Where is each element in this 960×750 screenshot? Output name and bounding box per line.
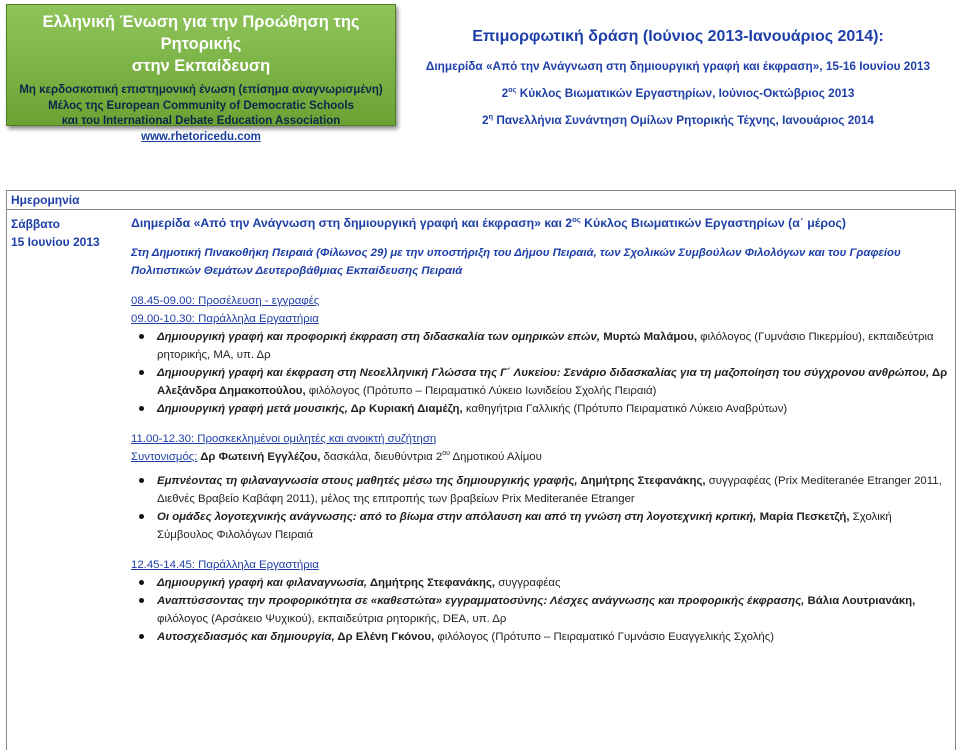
session-workshops-2: 12.45-14.45: Παράλληλα Εργαστήρια <box>131 559 319 571</box>
event-title: Διημερίδα «Από την Ανάγνωση στη δημιουργική γραφή και έκφραση» και $2^{o\varsigma}$ Κύκλος Βιωματικών Εργαστηρίων (α΄ μέρος) <box>131 214 846 230</box>
website-link[interactable]: www.rhetoricedu.com <box>141 130 261 143</box>
date-cell: Σάββατο 15 Ιουνίου 2013 <box>11 217 100 249</box>
list-item: Αναπτύσσοντας την προφορικότητα σε «καθεστώτα» εγγραμματοσύνης: Λέσχες ανάγνωσης και προφορικής έκφρασης, Βάλια Λουτριανάκη, φιλόλογος (Αρσάκειο Ψυχικού), εκπαιδεύτρια ρητορικής, DEA, υπ. Δρ <box>157 592 951 628</box>
program-header <box>400 28 956 127</box>
venue-text: Στη Δημοτική Πινακοθήκη Πειραιά (Φίλωνος 29) με την υποστήριξη του Δήμου Πειραιά, των Σχολικών Συμβούλων Φιλολόγων και του Γραφείου Πολιτιστικών Θεμάτων Δευτεροβάθμιας Εκπαίδευσης Πειραιά <box>131 247 901 277</box>
session-workshops-1: 09.00-10.30: Παράλληλα Εργαστήρια <box>131 313 319 325</box>
list-item: Δημιουργική γραφή και προφορική έκφραση στη διδασκαλία των ομηρικών επών, Μυρτώ Μαλάμου, φιλόλογος (Γυμνάσιο Πικερμίου), εκπαιδεύτρια ρητορικής, MA, υπ. Δρ <box>157 328 951 364</box>
organization-title: Ελληνική Ένωση για την Προώθηση της Ρητορικής στην Εκπαίδευση <box>42 13 360 75</box>
session-arrival: 08.45-09.00: Προσέλευση - εγγραφές <box>131 295 320 307</box>
program-cell <box>131 211 951 646</box>
list-item: Οι ομάδες λογοτεχνικής ανάγνωσης: από το βίωμα στην απόλαυση και από τη γνώση στη λογοτεχνική κριτική, Μαρία Πεσκετζή, Σχολική Σύμβουλος Φιλολόγων Πειραιά <box>157 508 951 544</box>
session-speakers: 11.00-12.30: Προσκεκλημένοι ομιλητές και ανοικτή συζήτηση <box>131 433 437 445</box>
list-item: Αυτοσχεδιασμός και δημιουργία, Δρ Ελένη Γκόνου, φιλόλογος (Πρότυπο – Πειραματικό Γυμνάσιο Ευαγγελικής Σχολής) <box>157 628 951 646</box>
header-line-1: Διημερίδα «Από την Ανάγνωση στη δημιουργική γραφή και έκφραση», 15-16 Ιουνίου 2013 <box>425 59 931 73</box>
coordination-line: Συντονισμός: Δρ Φωτεινή Εγγλέζου, δασκάλα, διευθύντρια $2^{o\upsilon}$ Δημοτικού Αλίμου <box>131 450 542 463</box>
list-item: Δημιουργική γραφή και φιλαναγνωσία, Δημήτρης Στεφανάκης, συγγραφέας <box>157 574 951 592</box>
program-table <box>6 190 956 750</box>
talk-list <box>131 472 951 544</box>
program-title: Επιμορφωτική δράση (Ιούνιος 2013-Ιανουάριος 2014): <box>472 28 884 45</box>
list-item: Εμπνέοντας τη φιλαναγνωσία στους μαθητές μέσω της δημιουργικής γραφής, Δημήτρης Στεφανάκης, συγγραφέας (Prix Mediteranée Etranger 2011, Διεθνές Βραβείο Καβάφη 2011), μέλος της επιτροπής των βραβείων Prix Mediteranée Etranger <box>157 472 951 508</box>
organization-box <box>6 4 396 143</box>
list-item: Δημιουργική γραφή και έκφραση στη Νεοελληνική Γλώσσα της Γ΄ Λυκείου: Σενάριο διδασκαλίας για τη μαζοποίηση του σύγχρονου ανθρώπου, Δρ Αλεξάνδρα Δημακοπούλου, φιλόλογος (Πρότυπο – Πειραματικό Λύκειο Ιωνιδείου Σχολής Πειραιά) <box>157 364 951 400</box>
table-header-row <box>7 191 955 210</box>
list-item: Δημιουργική γραφή μετά μουσικής, Δρ Κυριακή Διαμέζη, καθηγήτρια Γαλλικής (Πρότυπο Πειραματικό Λύκειο Αναβρύτων) <box>157 400 951 418</box>
date-column-header: Ημερομηνία <box>11 193 80 207</box>
header-line-2: $2^{o\varsigma}$ Κύκλος Βιωματικών Εργαστηρίων, Ιούνιος-Οκτώβριος 2013 <box>501 85 855 100</box>
organization-subtitle: Μη κερδοσκοπική επιστημονική ένωση (επίσημα αναγνωρισμένη) Μέλος της European Community of Democratic Schools και του International Debate Education Association www.rhetoricedu.com <box>19 84 383 143</box>
header-line-3: $2^\eta$ Πανελλήνια Συνάντηση Ομίλων Ρητορικής Τέχνης, Ιανουάριος 2014 <box>482 112 874 127</box>
workshop-list-1 <box>131 328 951 418</box>
workshop-list-2 <box>131 574 951 646</box>
